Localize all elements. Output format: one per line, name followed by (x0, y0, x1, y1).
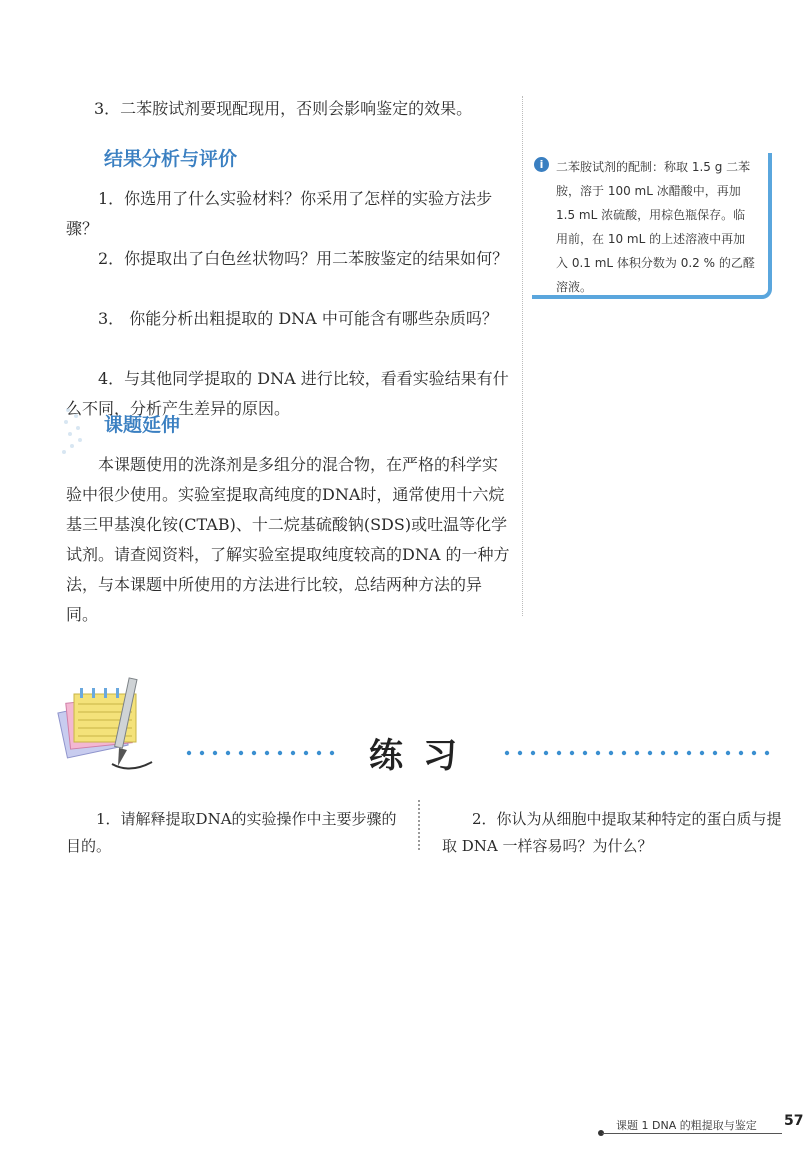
notepad-pen-icon (56, 672, 166, 782)
column-divider (522, 96, 523, 616)
page-number: 57 (784, 1113, 803, 1129)
section-title-extension: 课题延伸 (104, 414, 181, 436)
exercise-column-divider (418, 800, 420, 850)
question-4: 4．与其他同学提取的 DNA 进行比较，看看实验结果有什么不同，分析产生差异的原因。 (66, 369, 509, 418)
note-item-3: 3．二苯胺试剂要现配现用，否则会影响鉴定的效果。 (94, 99, 473, 118)
info-icon: i (534, 157, 549, 172)
exercise-title: 练习 (369, 736, 477, 776)
section-title-results: 结果分析与评价 (104, 148, 238, 170)
footer-rule (602, 1133, 782, 1134)
side-note-text: 二苯胺试剂的配制：称取 1.5 g 二苯胺，溶于 100 mL 冰醋酸中，再加 1.5 mL 浓硫酸，用棕色瓶保存。临用前，在 10 mL 的上述溶液中再加入 0.1 mL 体积分数为 0.2 % 的乙醛溶液。 (556, 160, 755, 294)
title-dots-left (186, 750, 346, 756)
footer-chapter-title: 课题 1 DNA 的粗提取与鉴定 (616, 1119, 757, 1132)
title-dots-right (504, 750, 774, 756)
question-3: 3． 你能分析出粗提取的 DNA 中可能含有哪些杂质吗？ (98, 309, 498, 328)
extension-paragraph: 本课题使用的洗涤剂是多组分的混合物，在严格的科学实验中很少使用。实验室提取高纯度的DNA时，通常使用十六烷基三甲基溴化铵(CTAB)、十二烷基硫酸钠(SDS)或吐温等化学试剂。请查阅资料，了解实验室提取纯度较高的DNA 的一种方法，与本课题中所使用的方法进行比较，总结两种方法的异同。 (66, 455, 510, 624)
exercise-question-2: 2．你认为从细胞中提取某种特定的蛋白质与提取 DNA 一样容易吗？为什么？ (442, 810, 782, 855)
side-note (532, 153, 772, 299)
question-1: 1．你选用了什么实验材料？你采用了怎样的实验方法步骤？ (66, 189, 493, 238)
exercise-question-1: 1．请解释提取DNA的实验操作中主要步骤的目的。 (66, 810, 397, 855)
question-2: 2．你提取出了白色丝状物吗？用二苯胺鉴定的结果如何？ (98, 249, 509, 268)
